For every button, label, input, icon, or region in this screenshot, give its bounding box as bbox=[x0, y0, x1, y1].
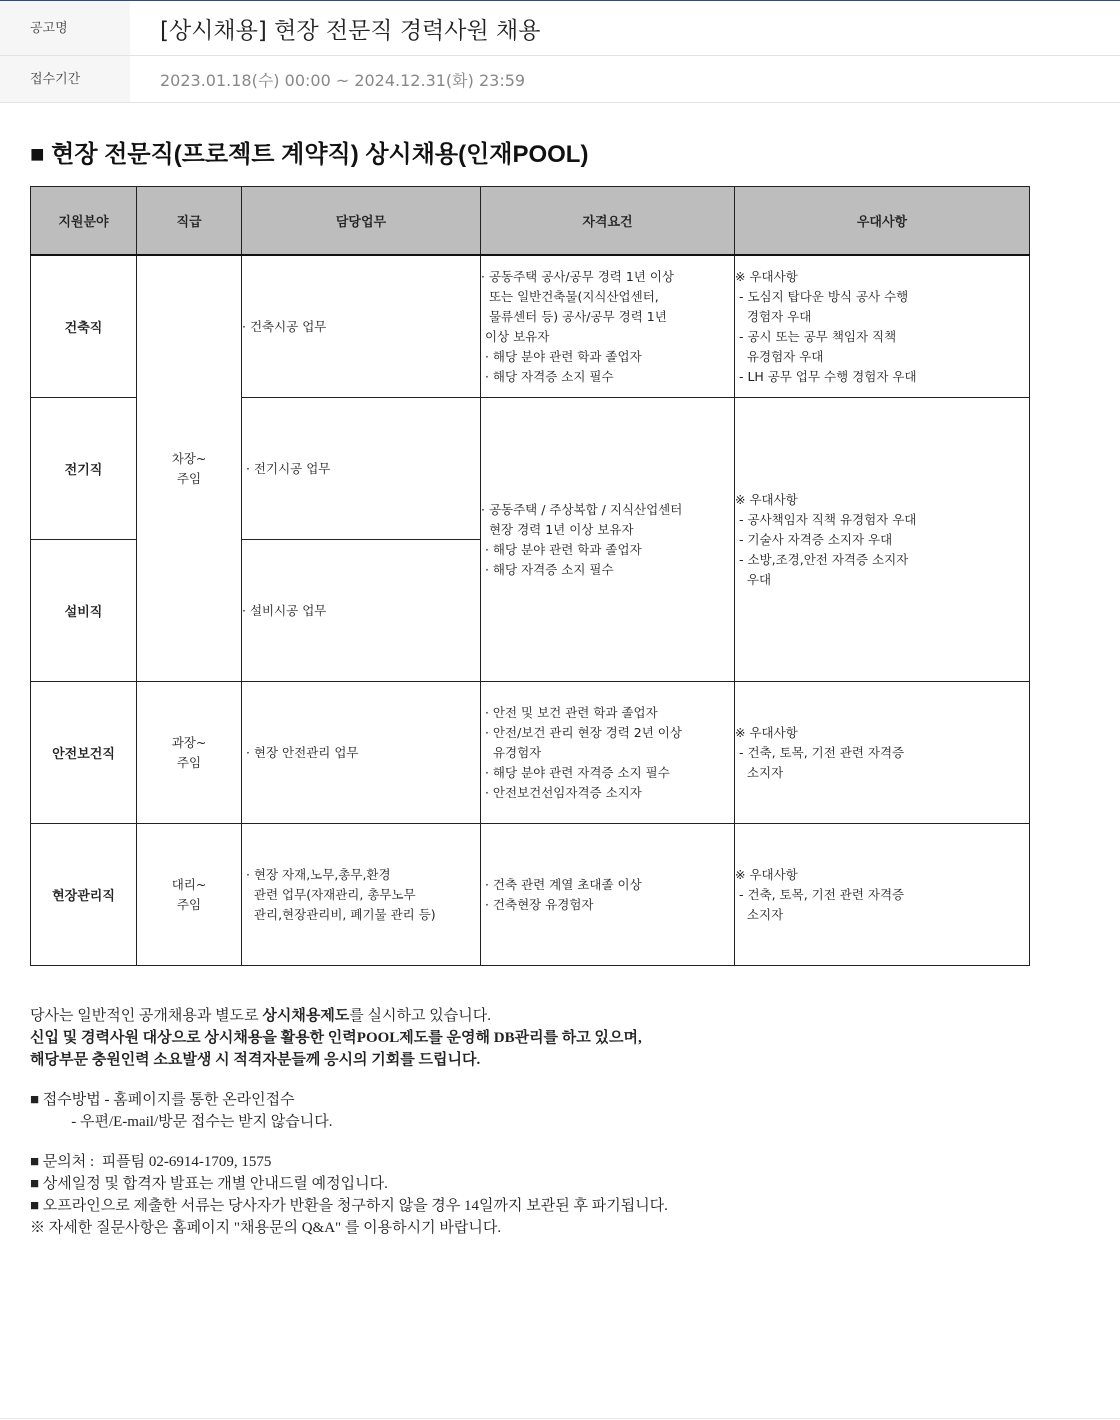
application-period: 2023.01.18(수) 00:00 ~ 2024.12.31(화) 23:59 bbox=[160, 70, 526, 90]
cell-line: ※ 우대사항 bbox=[735, 491, 798, 507]
cell-line: - 건축, 토목, 기전 관련 자격증 bbox=[735, 744, 905, 760]
cell-line: - 공사책임자 직책 유경험자 우대 bbox=[735, 511, 917, 527]
cell-line: 이상 보유자 bbox=[481, 328, 550, 344]
table-row bbox=[31, 824, 1030, 966]
rank-text bbox=[137, 733, 241, 773]
preference-cell bbox=[735, 682, 1030, 824]
intro-line bbox=[30, 1005, 668, 1027]
cell-line: · 안전 및 보건 관련 학과 졸업자 bbox=[481, 704, 658, 720]
cell-line: · 설비시공 업무 bbox=[242, 602, 327, 618]
duty-cell bbox=[242, 255, 481, 398]
contact: ■ 문의처 : 피플팀 02-6914-1709, 1575 bbox=[30, 1154, 272, 1170]
duty-text bbox=[242, 601, 480, 621]
requirement-text bbox=[481, 267, 734, 387]
table-row bbox=[31, 682, 1030, 824]
cell-line: ※ 우대사항 bbox=[735, 866, 798, 882]
cell-line: 관리,현장관리비, 폐기물 관리 등) bbox=[242, 906, 436, 922]
documents-note: ■ 오프라인으로 제출한 서류는 당사자가 반환을 청구하지 않을 경우 14일까지 보관된 후 파기됩니다. bbox=[30, 1198, 668, 1214]
cell-line: · 해당 자격증 소지 필수 bbox=[481, 368, 614, 384]
cell-line: · 안전/보건 관리 현장 경력 2년 이상 bbox=[481, 724, 682, 740]
header-rank: 직급 bbox=[137, 187, 242, 256]
header-preference: 우대사항 bbox=[735, 187, 1030, 256]
qa-note: ※ 자세한 질문사항은 홈페이지 "채용문의 Q&A" 를 이용하시기 바랍니다. bbox=[30, 1220, 502, 1236]
table-row bbox=[31, 255, 1030, 398]
preference-cell bbox=[735, 255, 1030, 398]
cell-line: 우대 bbox=[735, 571, 772, 587]
schedule-note: ■ 상세일정 및 합격자 발표는 개별 안내드릴 예정입니다. bbox=[30, 1176, 388, 1192]
preference-cell bbox=[735, 398, 1030, 682]
requirement-text bbox=[481, 703, 734, 803]
cell-line: · 건축시공 업무 bbox=[242, 318, 327, 334]
intro-prefix: 당사는 일반적인 공개채용과 별도로 bbox=[30, 1008, 263, 1024]
cell-line: - LH 공무 업무 수행 경험자 우대 bbox=[735, 368, 917, 384]
header-requirement: 자격요건 bbox=[481, 187, 735, 256]
field-cell: 건축직 bbox=[31, 255, 137, 398]
cell-line: · 해당 분야 관련 학과 졸업자 bbox=[481, 541, 642, 557]
intro-suffix: 를 실시하고 있습니다. bbox=[349, 1008, 491, 1024]
posting-title-row bbox=[0, 1, 1120, 56]
cell-line: - 건축, 토목, 기전 관련 자격증 bbox=[735, 886, 905, 902]
application-period-label: 접수기간 bbox=[0, 56, 130, 102]
cell-line: 관련 업무(자재관리, 총무노무 bbox=[242, 886, 416, 902]
cell-line: · 건축현장 유경험자 bbox=[481, 896, 594, 912]
requirement-cell bbox=[481, 255, 735, 398]
duty-text bbox=[242, 865, 480, 925]
cell-line: 과장~ bbox=[171, 734, 207, 750]
duty-cell bbox=[242, 682, 481, 824]
bold-line-2: 해당부문 충원인력 소요발생 시 적격자분들께 응시의 기회를 드립니다. bbox=[30, 1052, 481, 1068]
duty-cell bbox=[242, 398, 481, 540]
bold-line-1: 신입 및 경력사원 대상으로 상시채용을 활용한 인력POOL제도를 운영해 DB관리를 하고 있으며, bbox=[30, 1030, 642, 1046]
section-title: ■ 현장 전문직(프로젝트 계약직) 상시채용(인재POOL) bbox=[30, 141, 589, 168]
cell-line: 경험자 우대 bbox=[735, 308, 812, 324]
intro-bold: 상시채용제도 bbox=[262, 1008, 350, 1024]
preference-text bbox=[735, 267, 1029, 387]
rank-cell bbox=[137, 255, 242, 682]
cell-line: 소지자 bbox=[735, 764, 784, 780]
duty-text bbox=[242, 317, 480, 337]
preference-cell bbox=[735, 824, 1030, 966]
apply-note: - 우편/E-mail/방문 접수는 받지 않습니다. bbox=[30, 1114, 333, 1130]
cell-line: · 해당 자격증 소지 필수 bbox=[481, 561, 614, 577]
rank-text bbox=[137, 875, 241, 915]
field-cell: 안전보건직 bbox=[31, 682, 137, 824]
preference-text bbox=[735, 490, 1029, 590]
cell-line: 차장~ bbox=[171, 450, 207, 466]
cell-line: - 도심지 탑다운 방식 공사 수행 bbox=[735, 288, 909, 304]
cell-line: 주임 bbox=[176, 470, 202, 486]
cell-line: 유경험자 우대 bbox=[735, 348, 824, 364]
duty-text bbox=[242, 743, 480, 763]
requirement-cell bbox=[481, 824, 735, 966]
application-period-row bbox=[0, 56, 1120, 103]
cell-line: · 현장 자재,노무,총무,환경 bbox=[242, 866, 391, 882]
posting-title-label: 공고명 bbox=[0, 1, 130, 55]
cell-line: 유경험자 bbox=[481, 744, 542, 760]
cell-line: · 건축 관련 계열 초대졸 이상 bbox=[481, 876, 642, 892]
cell-line: 주임 bbox=[176, 896, 202, 912]
cell-line: · 공동주택 공사/공무 경력 1년 이상 bbox=[481, 268, 674, 284]
cell-line: · 공동주택 / 주상복합 / 지식산업센터 bbox=[481, 501, 683, 517]
cell-line: 또는 일반건축물(지식산업센터, bbox=[481, 288, 659, 304]
duty-cell bbox=[242, 824, 481, 966]
cell-line: 대리~ bbox=[171, 876, 207, 892]
header-field: 지원분야 bbox=[31, 187, 137, 256]
cell-line: 물류센터 등) 공사/공무 경력 1년 bbox=[481, 308, 667, 324]
bottom-border bbox=[0, 1418, 1120, 1419]
duty-cell bbox=[242, 540, 481, 682]
cell-line: · 전기시공 업무 bbox=[242, 460, 331, 476]
preference-text bbox=[735, 865, 1029, 925]
cell-line: · 해당 분야 관련 자격증 소지 필수 bbox=[481, 764, 670, 780]
cell-line: 현장 경력 1년 이상 보유자 bbox=[481, 521, 634, 537]
cell-line: · 해당 분야 관련 학과 졸업자 bbox=[481, 348, 642, 364]
cell-line: 소지자 bbox=[735, 906, 784, 922]
preference-text bbox=[735, 723, 1029, 783]
posting-title: [상시채용] 현장 전문직 경력사원 채용 bbox=[160, 17, 541, 44]
header-duty: 담당업무 bbox=[242, 187, 481, 256]
cell-line: - 공시 또는 공무 책임자 직책 bbox=[735, 328, 897, 344]
cell-line: · 안전보건선임자격증 소지자 bbox=[481, 784, 642, 800]
cell-line: ※ 우대사항 bbox=[735, 268, 798, 284]
cell-line: - 소방,조경,안전 자격증 소지자 bbox=[735, 551, 909, 567]
cell-line: - 기술사 자격증 소지자 우대 bbox=[735, 531, 893, 547]
notice-footer bbox=[30, 1005, 668, 1239]
field-cell: 전기직 bbox=[31, 398, 137, 540]
cell-line: · 현장 안전관리 업무 bbox=[242, 744, 359, 760]
requirement-text bbox=[481, 875, 734, 915]
requirement-cell bbox=[481, 398, 735, 682]
rank-cell bbox=[137, 682, 242, 824]
rank-text bbox=[137, 449, 241, 489]
cell-line: 주임 bbox=[176, 754, 202, 770]
requirement-cell bbox=[481, 682, 735, 824]
rank-cell bbox=[137, 824, 242, 966]
duty-text bbox=[242, 459, 480, 479]
table-header-row bbox=[31, 187, 1030, 256]
requirement-text bbox=[481, 500, 734, 580]
cell-line: ※ 우대사항 bbox=[735, 724, 798, 740]
apply-method: ■ 접수방법 - 홈페이지를 통한 온라인접수 bbox=[30, 1092, 295, 1108]
field-cell: 현장관리직 bbox=[31, 824, 137, 966]
job-table bbox=[30, 186, 1030, 966]
field-cell: 설비직 bbox=[31, 540, 137, 682]
